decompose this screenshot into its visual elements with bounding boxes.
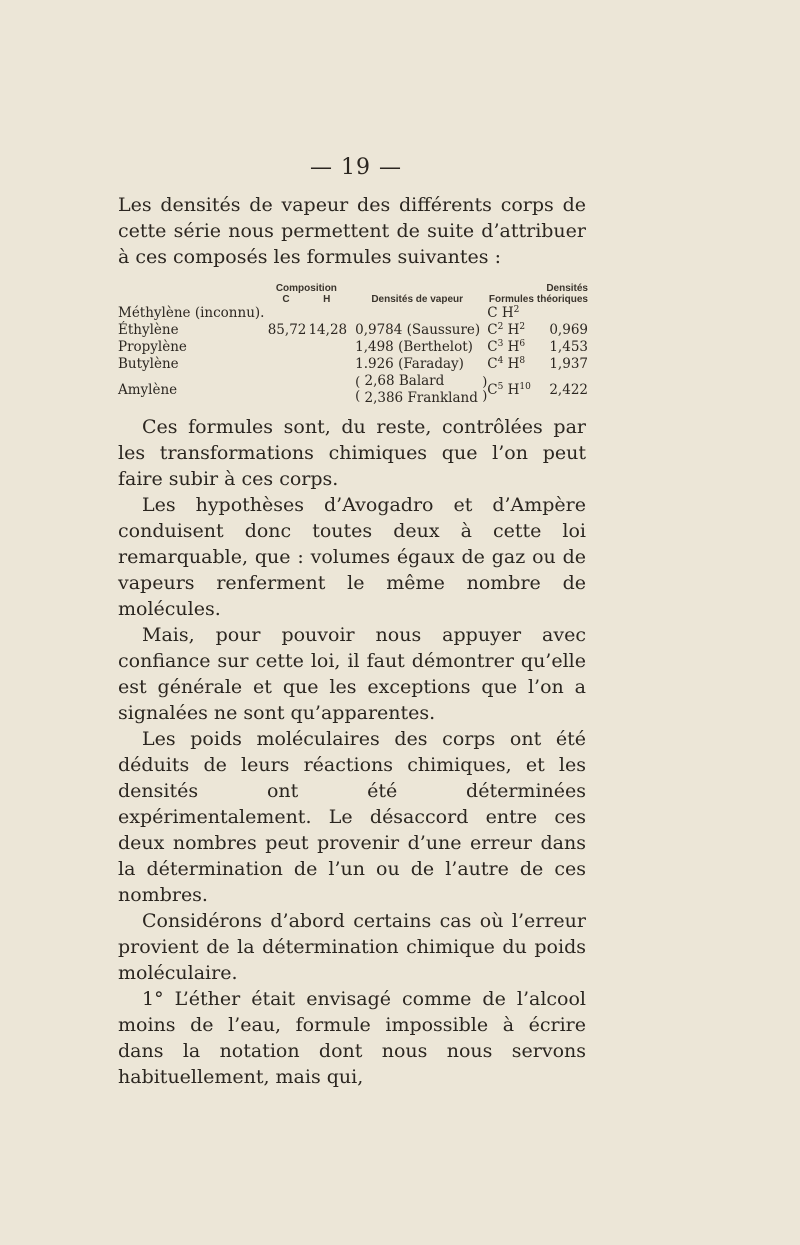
row-name: Méthylène (inconnu). xyxy=(118,305,265,321)
table-header-row-2 xyxy=(118,294,588,305)
intro-paragraph: Les densités de vapeur des différents corps de cette série nous permettent de suite d’attribuer à ces composés les formules suivantes : xyxy=(118,194,586,268)
row-theory: 1,453 xyxy=(549,339,588,355)
density-table xyxy=(118,283,588,407)
row-formula: $C^5$ $H^{10}$ xyxy=(487,381,531,398)
table-row xyxy=(118,322,588,339)
paragraph: Les hypothèses d’Avogadro et d’Ampère conduisent donc toutes deux à cette loi remarquable, que : volumes égaux de gaz ou de vapeurs renferment le même nombre de molécules. xyxy=(118,494,586,620)
table-row xyxy=(118,356,588,373)
row-h xyxy=(306,305,347,322)
header-composition: Composition xyxy=(275,283,337,294)
table-row-amylene xyxy=(118,373,588,407)
vapeur-frankland: 2,386 Frankland xyxy=(364,390,478,406)
paragraph: Ces formules sont, du reste, contrôlées par les transformations chimiques que l’on peut faire subir à ces corps. xyxy=(118,416,586,490)
row-name: Éthylène xyxy=(118,322,179,338)
row-theory: 2,422 xyxy=(549,381,588,398)
row-vapeur: 0,9784 (Saussure) xyxy=(355,322,481,338)
row-formula: $C^2$ $H^2$ xyxy=(487,322,526,338)
header-formules: Formules xyxy=(488,294,534,305)
table-header-row-1 xyxy=(118,283,588,294)
table-row xyxy=(118,339,588,356)
row-h xyxy=(306,356,347,373)
header-h: H xyxy=(323,294,331,305)
row-name: Amylène xyxy=(118,381,178,398)
row-formula: $C^4$ $H^8$ xyxy=(487,356,526,372)
row-c xyxy=(266,339,307,356)
body-text xyxy=(118,414,586,1090)
header-c: C xyxy=(282,294,290,305)
paragraph: Considérons d’abord certains cas où l’erreur provient de la détermination chimique du poids moléculaire. xyxy=(118,910,586,984)
right-brace: ) ) xyxy=(482,375,488,404)
row-c: 85,72 xyxy=(267,322,307,338)
row-vapeur xyxy=(347,305,487,322)
table-row xyxy=(118,305,588,322)
page-number: — 19 — xyxy=(310,155,402,180)
row-theory: 0,969 xyxy=(549,322,588,338)
header-densites-vapeur: Densités de vapeur xyxy=(371,294,464,305)
left-brace: ( ( xyxy=(355,375,361,404)
row-h xyxy=(306,339,347,356)
paragraph: 1° L’éther était envisagé comme de l’alcool moins de l’eau, formule impossible à écrire dans la notation dont nous nous servons habituellement, mais qui, xyxy=(118,988,586,1088)
paragraph: Mais, pour pouvoir nous appuyer avec confiance sur cette loi, il faut démontrer qu’elle est générale et que les exceptions que l’on a signalées ne sont qu’apparentes. xyxy=(118,624,586,724)
row-vapeur: 1,498 (Berthelot) xyxy=(355,339,473,355)
row-formula: C $H^2$ xyxy=(487,305,520,321)
row-name: Propylène xyxy=(118,339,187,355)
paragraph: Les poids moléculaires des corps ont été déduits de leurs réactions chimiques, et les densités ont été déterminées expérimentalement. Le désaccord entre ces deux nombres peut provenir d’une erreur dans la détermination de l’un ou de l’autre de ces nombres. xyxy=(118,728,586,906)
vapeur-balard: 2,68 Balard xyxy=(364,373,445,389)
row-theory xyxy=(536,305,588,322)
row-h: 14,28 xyxy=(308,322,348,338)
row-c xyxy=(266,356,307,373)
row-c xyxy=(266,305,307,322)
row-formula: $C^3$ $H^6$ xyxy=(487,339,526,355)
header-densites: Densités xyxy=(546,283,588,294)
row-theory: 1,937 xyxy=(549,356,588,372)
header-theoriques: théoriques xyxy=(536,294,588,305)
row-vapeur: 1.926 (Faraday) xyxy=(355,356,464,372)
row-vapeur-stack xyxy=(347,373,487,407)
row-name: Butylène xyxy=(118,356,179,372)
